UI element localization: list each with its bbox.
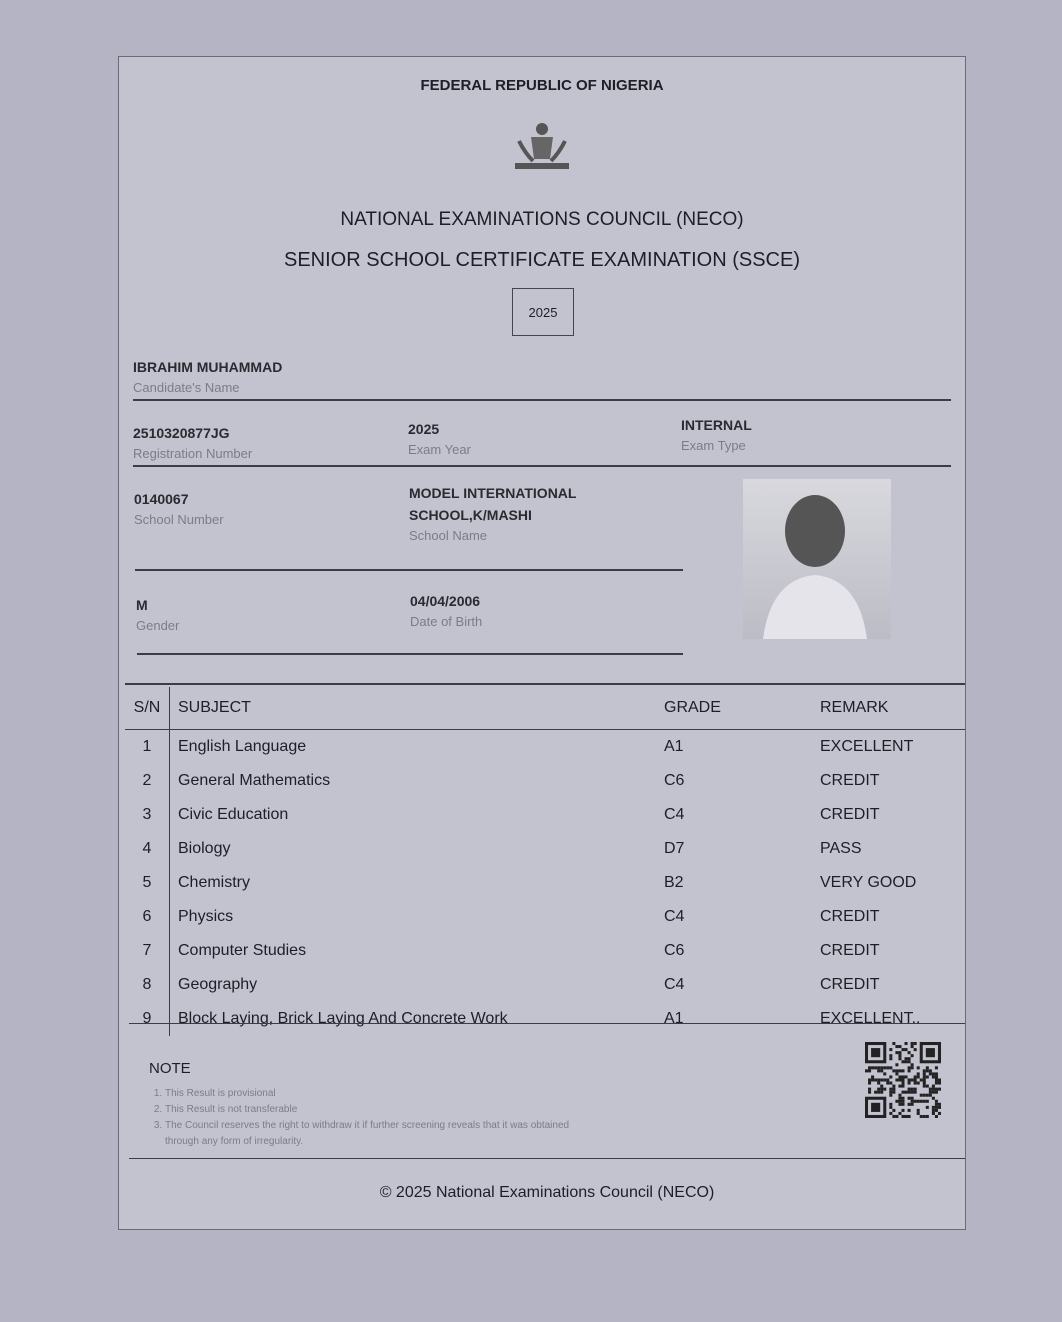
note-item: 3. The Council reserves the right to withdraw it if further screening reveals that it was obtained through any form of irregularity. xyxy=(165,1118,595,1150)
row-sn: 9 xyxy=(125,1002,170,1036)
row-subject: Physics xyxy=(178,908,234,925)
row-subject: Civic Education xyxy=(178,806,289,823)
exam-title: SENIOR SCHOOL CERTIFICATE EXAMINATION (SSCE) xyxy=(284,249,800,271)
row-grade: A1 xyxy=(664,1010,684,1027)
candidate-name: IBRAHIM MUHAMMAD xyxy=(133,359,283,375)
note-item: 2. This Result is not transferable xyxy=(165,1102,595,1118)
candidate-name-field xyxy=(133,359,282,395)
table-row xyxy=(125,764,965,798)
row-sn: 1 xyxy=(125,730,170,765)
school-number-field xyxy=(134,491,224,527)
row-sn: 6 xyxy=(125,900,170,934)
divider xyxy=(135,569,683,571)
row-sn: 8 xyxy=(125,968,170,1002)
row-remark: PASS xyxy=(820,840,862,857)
exam-type-field xyxy=(681,417,752,453)
col-sn: S/N xyxy=(125,687,170,730)
table-row xyxy=(125,900,965,934)
divider xyxy=(133,399,951,401)
country-title: FEDERAL REPUBLIC OF NIGERIA xyxy=(420,77,664,94)
row-sn: 5 xyxy=(125,866,170,900)
exam-year: 2025 xyxy=(408,421,440,437)
gender: M xyxy=(136,597,148,613)
note-title: NOTE xyxy=(149,1060,191,1077)
year-box: 2025 xyxy=(512,288,574,336)
results-table xyxy=(125,687,965,1036)
school-name-line1: MODEL INTERNATIONAL xyxy=(409,485,577,501)
col-subject: SUBJECT xyxy=(170,687,657,730)
row-remark: CREDIT xyxy=(820,908,880,925)
exam-type: INTERNAL xyxy=(681,417,752,433)
row-subject: General Mathematics xyxy=(178,772,331,789)
table-row xyxy=(125,934,965,968)
dob-label: Date of Birth xyxy=(410,614,483,629)
table-row xyxy=(125,832,965,866)
table-row xyxy=(125,798,965,832)
reg-number: 2510320877JG xyxy=(133,425,230,441)
dob: 04/04/2006 xyxy=(410,593,481,609)
note-list xyxy=(141,1086,595,1150)
row-remark: CREDIT xyxy=(820,976,880,993)
reg-number-label: Registration Number xyxy=(133,446,253,461)
council-title: NATIONAL EXAMINATIONS COUNCIL (NECO) xyxy=(340,209,744,230)
divider xyxy=(125,683,965,685)
row-grade: B2 xyxy=(664,874,684,891)
coat-of-arms-icon xyxy=(509,119,575,180)
divider xyxy=(133,465,951,467)
row-subject: English Language xyxy=(178,738,307,755)
row-remark: CREDIT xyxy=(820,772,880,789)
exam-year-label: Exam Year xyxy=(408,442,471,457)
row-subject: Biology xyxy=(178,840,231,857)
row-remark: EXCELLENT xyxy=(820,738,914,755)
row-remark: CREDIT xyxy=(820,806,880,823)
row-grade: A1 xyxy=(664,738,684,755)
school-number-label: School Number xyxy=(134,512,224,527)
row-grade: C4 xyxy=(664,908,685,925)
row-remark: EXCELLENT.. xyxy=(820,1010,921,1027)
candidate-photo xyxy=(743,479,891,639)
row-subject: Block Laying, Brick Laying And Concrete Work xyxy=(178,1010,508,1027)
footer-copyright: © 2025 National Examinations Council (NECO) xyxy=(379,1184,715,1201)
table-row xyxy=(125,866,965,900)
dob-field xyxy=(410,593,482,629)
exam-type-label: Exam Type xyxy=(681,438,746,453)
row-grade: D7 xyxy=(664,840,685,857)
row-grade: C4 xyxy=(664,806,685,823)
col-remark: REMARK xyxy=(812,687,965,730)
row-sn: 3 xyxy=(125,798,170,832)
school-name-label: School Name xyxy=(409,528,488,543)
result-slip xyxy=(118,56,966,1230)
row-subject: Geography xyxy=(178,976,258,993)
col-grade: GRADE xyxy=(656,687,812,730)
row-sn: 4 xyxy=(125,832,170,866)
school-number: 0140067 xyxy=(134,491,189,507)
table-row xyxy=(125,968,965,1002)
gender-field xyxy=(136,597,179,633)
note-section xyxy=(129,1023,965,1159)
row-sn: 2 xyxy=(125,764,170,798)
row-remark: CREDIT xyxy=(820,942,880,959)
row-grade: C6 xyxy=(664,942,685,959)
qr-code-icon xyxy=(865,1042,941,1118)
candidate-name-label: Candidate's Name xyxy=(133,380,240,395)
row-remark: VERY GOOD xyxy=(820,874,917,891)
school-name-line2: SCHOOL,K/MASHI xyxy=(409,507,532,523)
school-name-field xyxy=(409,485,576,543)
row-subject: Chemistry xyxy=(178,874,251,891)
table-header xyxy=(125,687,965,730)
reg-number-field xyxy=(133,425,252,461)
divider xyxy=(137,653,683,655)
row-grade: C4 xyxy=(664,976,685,993)
row-grade: C6 xyxy=(664,772,685,789)
table-row xyxy=(125,730,965,765)
row-sn: 7 xyxy=(125,934,170,968)
exam-year-field xyxy=(408,421,471,457)
row-subject: Computer Studies xyxy=(178,942,307,959)
note-item: 1. This Result is provisional xyxy=(165,1086,595,1102)
gender-label: Gender xyxy=(136,618,180,633)
